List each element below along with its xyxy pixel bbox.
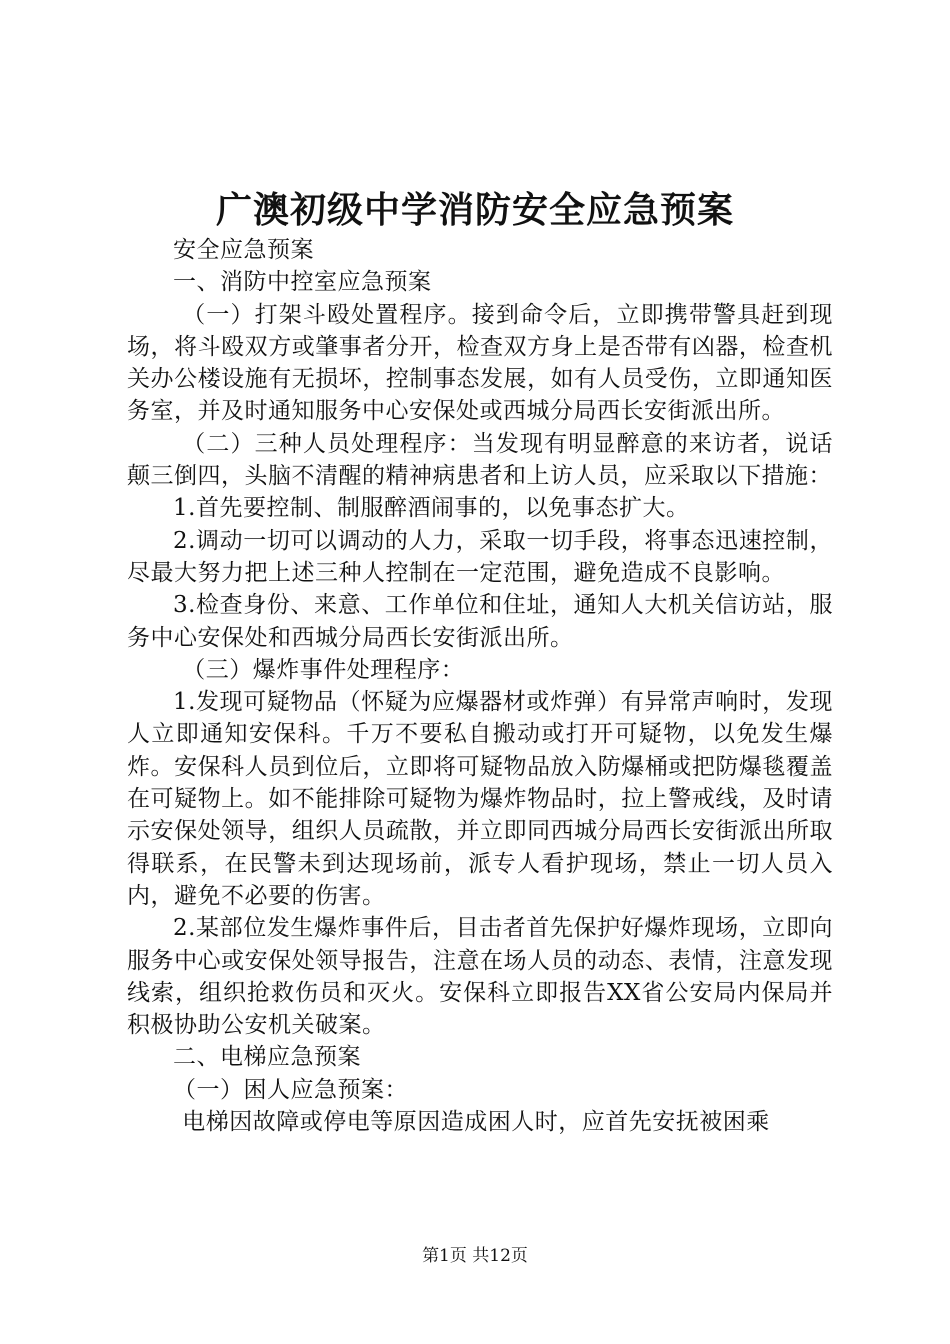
page-number: 第1页 共12页: [422, 1246, 528, 1266]
paragraph-heading-2: 二、电梯应急预案: [173, 1044, 361, 1071]
paragraph-item-1: 1.首先要控制、制服醉酒闹事的，以免事态扩大。: [173, 495, 690, 522]
paragraph-explosion-heading: （三）爆炸事件处理程序：: [182, 656, 465, 683]
paragraph-item-2: 2.调动一切可以调动的人力，采取一切手段，将事态迅速控制，尽最大努力把上述三种人控制在一定范围，避免造成不良影响。: [127, 527, 833, 586]
paragraph-item-3: 3.检查身份、来意、工作单位和住址，通知人大机关信访站，服务中心安保处和西城分局西长安街派出所。: [127, 592, 833, 651]
paragraph-elevator: 电梯因故障或停电等原因造成困人时，应首先安抚被困乘: [182, 1109, 770, 1136]
paragraph-three-persons: （二）三种人员处理程序：当发现有明显醉意的来访者，说话颠三倒四，头脑不清醒的精神病患者和上访人员，应采取以下措施：: [127, 430, 833, 490]
document-body: [127, 234, 833, 1138]
paragraph-trapped-heading: （一）困人应急预案：: [173, 1076, 408, 1103]
paragraph-fight-procedure: （一）打架斗殴处置程序。接到命令后，立即携带警具赶到现场，将斗殴双方或肇事者分开，检查双方身上是否带有凶器，检查机关办公楼设施有无损坏，控制事态发展，如有人员受伤，立即通知医务室，并及时通知服务中心安保处或西城分局西长安街派出所。: [127, 301, 833, 425]
paragraph-explosion-1: 1.发现可疑物品（怀疑为应爆器材或炸弹）有异常声响时，发现人立即通知安保科。千万不要私自搬动或打开可疑物，以免发生爆炸。安保科人员到位后，立即将可疑物品放入防爆桶或把防爆毯覆盖在可疑物上。如不能排除可疑物为爆炸物品时，拉上警戒线，及时请示安保处领导，组织人员疏散，并立即同西城分局西长安街派出所取得联系，在民警未到达现场前，派专人看护现场，禁止一切人员入内，避免不必要的伤害。: [127, 689, 833, 909]
paragraph-heading-1: 一、消防中控室应急预案: [173, 269, 432, 296]
document-title: 广澳初级中学消防安全应急预案: [215, 189, 734, 231]
paragraph-section-heading: 安全应急预案: [173, 237, 314, 263]
paragraph-explosion-2: 2.某部位发生爆炸事件后，目击者首先保护好爆炸现场，立即向服务中心或安保处领导报告，注意在场人员的动态、表情，注意发现线索，组织抢救伤员和灭火。安保科立即报告XX省公安局内保局并积极协助公安机关破案。: [127, 915, 833, 1039]
